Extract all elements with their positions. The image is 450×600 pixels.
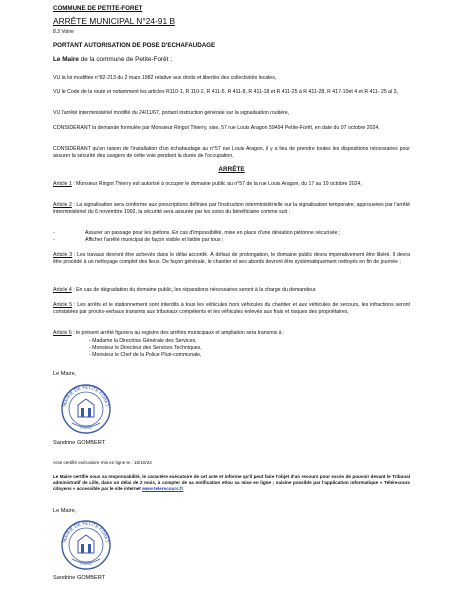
article-4 <box>53 287 410 294</box>
document-title: PORTANT AUTORISATION DE POSE D'ECHAFAUDAGE <box>53 42 216 49</box>
seal-icon <box>60 383 112 435</box>
article-2-bullets <box>53 230 410 244</box>
legal-notice-text: Le Maire certifie sous sa responsabilité, le caractère exécutoire de cet acte et informe qu'il peut faire l'objet d'un recours pour excès de pouvoir devant le Tribunal administratif de Lille, dans un délai de 2 mois, à compter de sa notification et/ou sa mise en ligne ; saisine possible par l'application informatique « Télérecours citoyens » accessible par le site internet <box>53 474 410 491</box>
mairie-seal-stamp <box>60 519 112 571</box>
list-item: - Monsieur le Directeur des Services Techniques, <box>89 345 202 351</box>
visa-1: VU la loi modifiée n°82-213 du 2 mars 1982 relative aux droits et libertés des collectivités locales, <box>53 75 277 81</box>
article-3-label: Article 3 <box>53 252 73 258</box>
considerant-1: CONSIDÉRANT la demande formulée par Monsieur Ringot Thierry, sise, 57 rue Louis Aragon 59494 Petite-Forêt, en date du 07 octobre 2024, <box>53 125 380 131</box>
bullet-text: Assurer un passage pour les piétons. En cas d'impossibilité, mise en place d'une déviation piétonne sécurisée ; <box>85 230 341 236</box>
article-6 <box>53 330 410 337</box>
bullet-item <box>53 230 410 237</box>
article-6-label: Article 6 <box>53 330 72 336</box>
arrete-number: ARRÊTE MUNICIPAL N°24-91 B <box>53 16 176 26</box>
svg-text:59494: 59494 <box>80 426 92 430</box>
svg-text:MAIRIE DE PETITE-FORET: MAIRIE DE PETITE-FORET <box>63 385 109 408</box>
article-5-label: Article 5 <box>53 302 73 308</box>
telerecours-link[interactable]: www.telerecours.fr <box>142 486 184 491</box>
considerant-2: CONSIDÉRANT qu'en raison de l'installation d'un échafaudage au n°57 rue Louis Aragon, il y a lieu de prendre toutes les dispositions nécessaires pour assurer la sécurité des usagers de cette voie pendant la durée de l'occupation, <box>53 146 410 159</box>
bullet-item <box>53 237 410 244</box>
bullet-mark: - <box>53 237 55 243</box>
article-1-label: Article 1 <box>53 181 72 187</box>
mairie-seal-stamp <box>60 383 112 435</box>
signature-label: Le Maire, <box>53 508 77 514</box>
seal-icon <box>60 519 112 571</box>
maire-intro <box>53 56 172 63</box>
bullet-mark: - <box>53 230 55 236</box>
article-3 <box>53 252 410 266</box>
maire-commune: de la commune de Petite-Forêt ; <box>78 56 173 63</box>
ampliation-list <box>89 338 202 359</box>
commune-name: COMMUNE DE PETITE-FORET <box>53 5 143 12</box>
list-item: - Monsieur le Chef de la Police Pluri-communale, <box>89 352 202 358</box>
arrete-heading: ARRÊTE <box>218 166 245 173</box>
article-4-label: Article 4 <box>53 287 72 293</box>
signatory-name: Sandrine GOMBERT <box>53 440 106 446</box>
list-item: - Madame la Directrice Générale des Services, <box>89 338 197 344</box>
article-4-text: : En cas de dégradation du domaine public, les réparations nécessaires seront à la charge du demandeur. <box>71 287 317 293</box>
article-1-text: : Monsieur Ringot Thierry est autorisé à occuper le domaine public au n°57 de la rue Louis Aragon, du 17 au 19 octobre 2024, <box>71 181 362 187</box>
signatory-name: Sandrine GOMBERT <box>53 575 106 581</box>
article-2-label: Article 2 <box>53 202 72 208</box>
article-3-text: : Les travaux devront être achevés dans le délai accordé. À défaut de prolongation, le domaine public devra impérativement être libéré. Il devra être procédé à un nettoyage complet des lieux. De façon générale, le chantier et ses abords devront être systématiquement nettoyés en fin de journée ; <box>53 252 410 265</box>
legal-notice <box>53 474 410 492</box>
reference-code: 8.3 Voirie <box>53 29 74 35</box>
signature-label: Le Maire, <box>53 371 77 377</box>
article-6-text: : le présent arrêté figurera au registre des arrêtés municipaux et ampliation sera transmis à : <box>71 330 285 336</box>
article-5-text: : Les arrêts et le stationnement sont interdits à tous les véhicules hors véhicules du chantier et aux véhicules de secours, les infractions seront constatées par procès-verbaux transmis aux tribunaux compétents et les véhicules enlevés aux frais et risques des propriétaires, <box>53 302 410 315</box>
svg-text:MAIRIE DE PETITE-FORET: MAIRIE DE PETITE-FORET <box>63 521 109 544</box>
mise-en-ligne: Acte certifié exécutoire mis en ligne le : 16/10/24 <box>53 460 152 465</box>
bullet-text: Afficher l'arrêté municipal de façon visible et lisible par tous ; <box>85 237 224 243</box>
article-2 <box>53 202 410 216</box>
maire-label: Le Maire <box>53 56 79 63</box>
article-5 <box>53 302 410 316</box>
svg-text:59494: 59494 <box>80 562 92 566</box>
visa-2: VU le Code de la route et notamment les articles R110-1, R 110-2, R 411-5, R 411-8, R 411-18 et R 411-25 à R 411-28, R 417-10et 4 et R 411- 25 al 3, <box>53 89 398 95</box>
article-2-text: : La signalisation sera conforme aux prescriptions définies par l'instruction interministérielle sur la signalisation temporaire, approuvées par l'arrêté interministériel du 6 novembre 1992, la sécurité sera assurée par les soins du bénéficiaire comme suit : <box>53 202 410 215</box>
visa-3: VU l'arrêté interministériel modifié du 24/11/67, portant instruction générale sur la signalisation routière, <box>53 110 290 116</box>
article-1 <box>53 181 410 188</box>
